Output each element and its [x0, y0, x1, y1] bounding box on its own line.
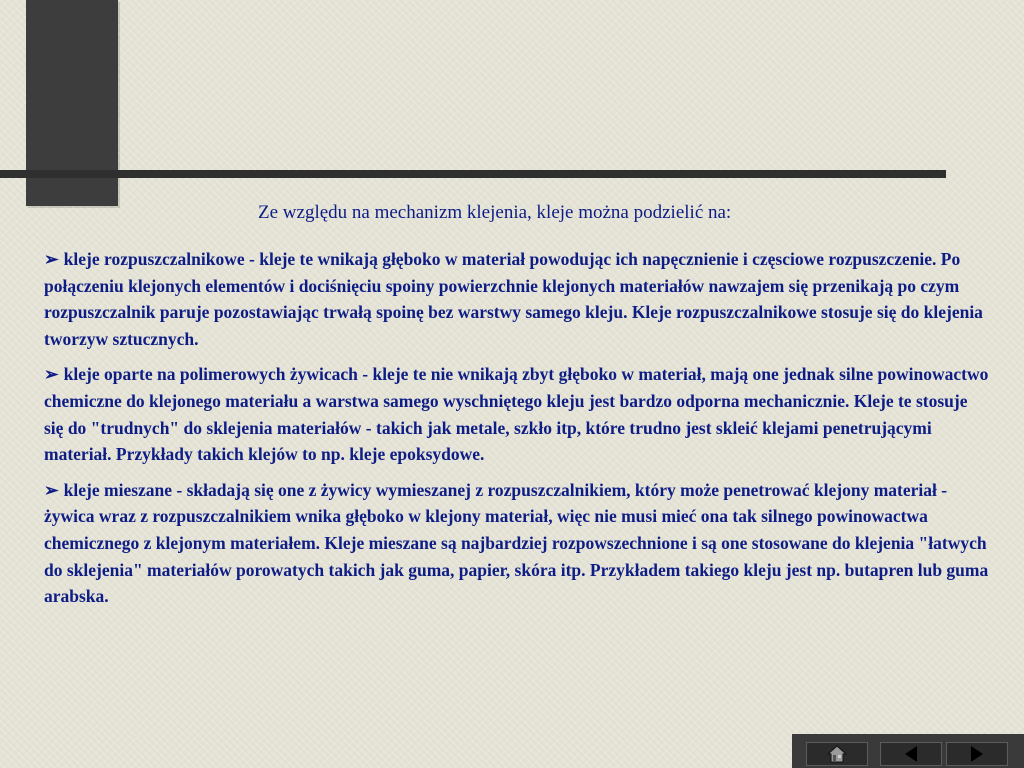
arrow-right-icon [968, 745, 986, 763]
decorative-horizontal-rule [0, 170, 946, 178]
bullet-item [44, 246, 990, 352]
bullet-item [44, 361, 990, 467]
arrow-left-icon [902, 745, 920, 763]
previous-slide-button[interactable] [880, 742, 942, 766]
bullet-text: kleje mieszane - składają się one z żywicy wymieszanej z rozpuszczalnikiem, który może penetrować klejony materiał - żywica wraz z rozpuszczalnikiem wnika głęboko w klejony materiał, więc nie musi mieć ona tak silnego powinowactwa chemicznego z klejonym materiałem. Kleje mieszane są najbardziej rozpowszechnione i są one stosowane do klejenia "łatwych do sklejenia" materiałów porowatych takich jak guma, papier, skóra itp. Przykładem takiego kleju jest np. butapren lub guma arabska. [44, 479, 989, 607]
home-button[interactable] [806, 742, 868, 766]
next-slide-button[interactable] [946, 742, 1008, 766]
bullet-arrow-icon: ➢ [44, 479, 59, 500]
bullet-text: kleje oparte na polimerowych żywicach - kleje te nie wnikają zbyt głęboko w materiał, mają one jednak silne powinowactwo chemiczne do klejonego materiału a warstwa samego wyschniętego kleju jest bardzo odporna mechanicznie. Kleje te stosuje się do "trudnych" do sklejenia materiałów - takich jak metale, szkło itp, które trudno jest skleić klejami penetrującymi materiał. Przykłady takich klejów to np. kleje epoksydowe. [44, 364, 989, 465]
bullet-item [44, 477, 990, 610]
bullet-list [44, 246, 990, 619]
bullet-arrow-icon: ➢ [44, 364, 59, 385]
bullet-arrow-icon: ➢ [44, 249, 59, 269]
home-icon [827, 745, 847, 763]
slide-heading: Ze względu na mechanizm klejenia, kleje można podzielić na: [258, 202, 732, 223]
bullet-text: kleje rozpuszczalnikowe - kleje te wnikają głęboko w materiał powodując ich napęcznienie i częsciowe rozpuszczenie. Po połączeniu klejonych elementów i dociśnięciu spoiny powierzchnie klejonych materiałów nawzajem się przenikają po czym rozpuszczalnik paruje pozostawiając trwałą spoinę bez warstwy samego kleju. Kleje rozpuszczalnikowe stosuje się do klejenia tworzyw sztucznych. [44, 249, 983, 349]
